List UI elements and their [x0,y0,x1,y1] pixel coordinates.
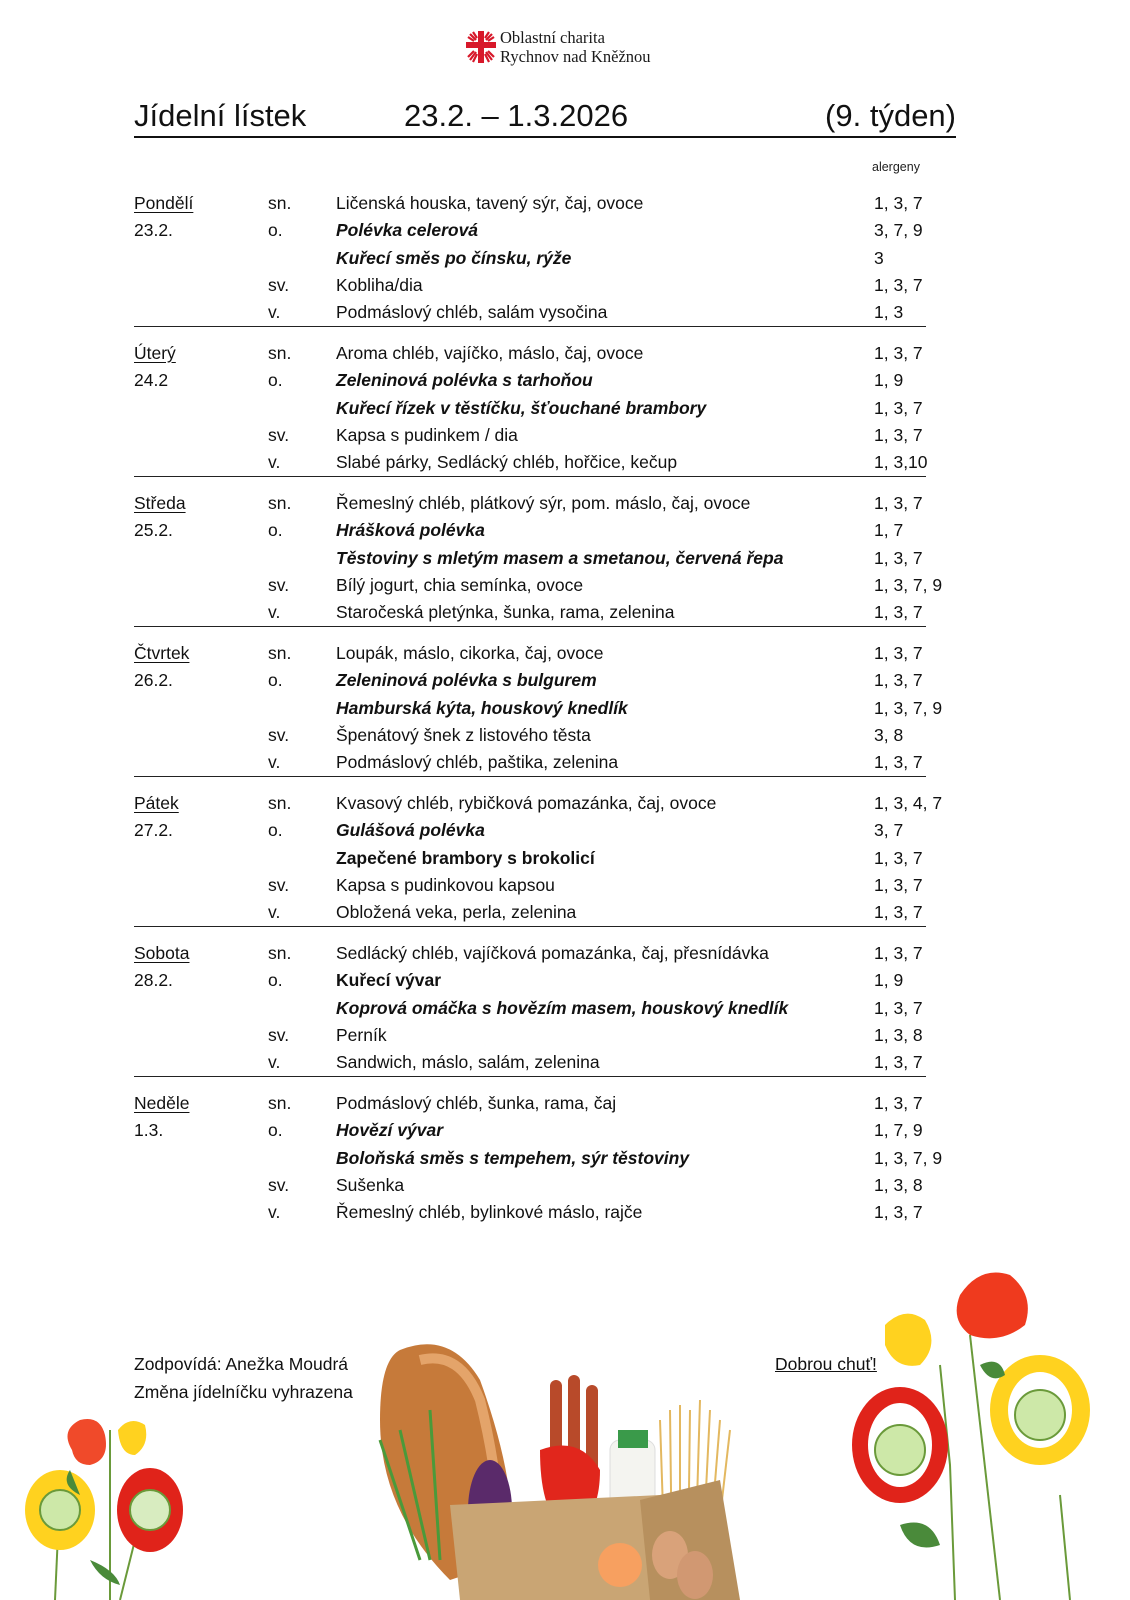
meal-type: v. [268,902,281,923]
menu-row [134,995,926,1022]
dish-name: Podmáslový chléb, salám vysočina [336,302,608,323]
org-name-line1: Oblastní charita [500,28,605,47]
meal-type: sv. [268,1174,290,1195]
responsible-person: Zodpovídá: Anežka Moudrá [134,1354,349,1374]
allergen-codes: 1, 3, 7 [874,847,923,868]
meal-type: sn. [268,1093,292,1113]
dish-name: Kapsa s pudinkem / dia [336,424,518,445]
menu-row [134,1172,926,1199]
allergen-codes: 1, 3, 7 [874,943,923,963]
menu-row [134,299,926,327]
day-date: 23.2. [134,220,173,241]
day-name: Neděle [134,1093,190,1113]
menu-row [134,667,926,694]
day-name: Úterý [134,343,176,363]
dish-name: Kuřecí směs po čínsku, rýže [336,247,572,268]
day-name: Pondělí [134,193,194,213]
allergen-codes: 1, 3 [874,302,904,323]
menu-row [134,1022,926,1049]
dish-name: Kuřecí řízek v těstíčku, šťouchané brambory [336,397,707,418]
dish-name: Sušenka [336,1174,405,1195]
allergen-codes: 1, 3, 7 [874,1202,923,1223]
menu-row [134,395,926,422]
vegetable-flowers-left-illustration [0,1370,210,1600]
dish-name: Sandwich, máslo, salám, zelenina [336,1052,600,1073]
allergen-codes: 1, 3, 7 [874,602,923,623]
meal-type: o. [268,370,283,391]
allergen-codes: 1, 3, 8 [874,1174,923,1195]
dish-name: Hamburská kýta, houskový knedlík [336,697,628,718]
day-block [134,790,943,927]
menu-row [134,1199,926,1226]
allergen-codes: 1, 3, 7 [874,424,923,445]
menu-row [134,217,926,244]
day-name: Středa [134,493,186,513]
menu-row [134,695,943,722]
menu-row [134,899,926,927]
org-logo [466,28,651,66]
meal-type: o. [268,520,283,541]
day-block [134,190,926,327]
allergen-codes: 1, 3, 7 [874,493,923,513]
dish-name: Podmáslový chléb, paštika, zelenina [336,752,619,773]
meal-type: o. [268,970,283,991]
meal-type: sn. [268,193,292,213]
allergen-codes: 1, 3,10 [874,452,928,473]
menu-row [134,1049,926,1077]
vegetable-flowers-right-illustration [850,1265,1130,1600]
day-name: Pátek [134,793,179,813]
menu-row [134,190,926,217]
dish-name: Obložená veka, perla, zelenina [336,902,577,923]
dish-name: Podmáslový chléb, šunka, rama, čaj [336,1093,617,1113]
allergen-codes: 1, 9 [874,370,904,391]
allergen-codes: 1, 3, 7 [874,997,923,1018]
allergen-codes: 1, 3, 7 [874,274,923,295]
meal-type: sv. [268,424,290,445]
dish-name: Kapsa s pudinkovou kapsou [336,874,555,895]
week-number: (9. týden) [825,98,956,133]
dish-name: Kuřecí vývar [336,970,442,991]
dish-name: Zapečené brambory s brokolicí [336,847,595,868]
dish-name: Řemeslný chléb, plátkový sýr, pom. máslo, čaj, ovoce [336,493,751,513]
dish-name: Špenátový šnek z listového těsta [336,724,591,745]
dish-name: Polévka celerová [336,220,479,241]
dish-name: Slabé párky, Sedlácký chléb, hořčice, kečup [336,452,678,473]
dish-name: Řemeslný chléb, bylinkové máslo, rajče [336,1202,643,1223]
allergen-codes: 1, 3, 7 [874,752,923,773]
menu-title: Jídelní lístek [134,98,307,133]
dish-name: Loupák, máslo, cikorka, čaj, ovoce [336,643,604,663]
meal-type: sv. [268,724,290,745]
menu-row [134,1145,943,1172]
menu-row [134,940,926,967]
menu-row [134,572,943,599]
day-block [134,340,926,477]
date-range: 23.2. – 1.3.2026 [404,98,629,133]
dish-name: Bílý jogurt, chia semínka, ovoce [336,574,584,595]
meal-type: v. [268,302,281,323]
menu-row [134,967,926,994]
meal-type: sv. [268,874,290,895]
menu-row [134,490,926,517]
allergen-codes: 1, 7, 9 [874,1120,923,1141]
dish-name: Gulášová polévka [336,820,485,841]
menu-row [134,517,926,544]
meal-type: sv. [268,274,290,295]
day-name: Sobota [134,943,190,963]
dish-name: Staročeská pletýnka, šunka, rama, zelenina [336,602,675,623]
meal-type: sv. [268,574,290,595]
meal-type: sn. [268,793,292,813]
menu-row [134,817,926,844]
meal-type: v. [268,752,281,773]
allergen-codes: 1, 3, 7 [874,643,923,663]
meal-type: v. [268,452,281,473]
caritas-cross-icon [466,30,496,64]
dish-name: Kvasový chléb, rybičková pomazánka, čaj, ovoce [336,793,717,813]
dish-name: Kobliha/dia [336,274,423,295]
meal-type: o. [268,670,283,691]
dish-name: Sedlácký chléb, vajíčková pomazánka, čaj, přesnídávka [336,943,769,963]
day-date: 1.3. [134,1120,164,1141]
menu-row [134,367,926,394]
meal-type: o. [268,820,283,841]
dish-name: Těstoviny s mletým masem a smetanou, červená řepa [336,547,784,568]
menu-row [134,722,926,749]
allergen-codes: 1, 3, 7 [874,397,923,418]
dish-name: Perník [336,1024,387,1045]
dish-name: Aroma chléb, vajíčko, máslo, čaj, ovoce [336,343,644,363]
allergen-codes: 1, 3, 7 [874,670,923,691]
dish-name: Zeleninová polévka s bulgurem [336,670,597,691]
day-block [134,1090,943,1226]
allergen-codes: 1, 3, 7 [874,1052,923,1073]
meal-type: sn. [268,943,292,963]
grocery-bag-illustration [300,1340,800,1600]
allergen-codes: 1, 3, 7, 9 [874,574,943,595]
menu-row [134,340,926,367]
allergen-codes: 3, 8 [874,724,904,745]
org-name-line2: Rychnov nad Kněžnou [500,47,651,66]
allergen-codes: 1, 3, 7 [874,343,923,363]
menu-row [134,272,926,299]
page-title [134,96,956,138]
meal-type: sv. [268,1024,290,1045]
dish-name: Ličenská houska, tavený sýr, čaj, ovoce [336,193,644,213]
menu-row [134,245,926,272]
greeting: Dobrou chuť! [775,1354,877,1374]
allergen-codes: 1, 7 [874,520,904,541]
allergen-codes: 1, 3, 8 [874,1024,923,1045]
meal-type: v. [268,1052,281,1073]
menu-row [134,599,926,627]
menu-row [134,449,926,477]
menu-row [134,872,926,899]
menu-row [134,1117,926,1144]
day-block [134,940,926,1077]
meal-type: sn. [268,493,292,513]
allergens-column-header: alergeny [872,160,920,174]
menu-row [134,749,926,777]
meal-type: v. [268,1202,281,1223]
day-date: 25.2. [134,520,173,541]
allergen-codes: 1, 3, 7 [874,547,923,568]
meal-type: v. [268,602,281,623]
dish-name: Hovězí vývar [336,1120,444,1141]
menu-row [134,545,926,572]
day-block [134,640,943,777]
day-date: 28.2. [134,970,173,991]
menu-row [134,790,943,817]
allergen-codes: 1, 3, 7 [874,902,923,923]
allergen-codes: 1, 3, 7, 9 [874,1147,943,1168]
allergen-codes: 3, 7 [874,820,904,841]
menu-row [134,845,926,872]
allergen-codes: 1, 3, 7, 9 [874,697,943,718]
menu-row [134,422,926,449]
day-name: Čtvrtek [134,643,190,663]
allergen-codes: 3, 7, 9 [874,220,923,241]
day-block [134,490,943,627]
dish-name: Hrášková polévka [336,520,485,541]
allergen-codes: 1, 3, 7 [874,874,923,895]
dish-name: Koprová omáčka s hovězím masem, houskový knedlík [336,997,789,1018]
allergen-codes: 1, 9 [874,970,904,991]
dish-name: Boloňská směs s tempehem, sýr těstoviny [336,1147,690,1168]
day-date: 24.2 [134,370,169,391]
allergen-codes: 3 [874,247,884,268]
dish-name: Zeleninová polévka s tarhoňou [336,370,593,391]
allergen-codes: 1, 3, 7 [874,193,923,213]
menu-row [134,1090,926,1117]
allergen-codes: 1, 3, 7 [874,1093,923,1113]
meal-type: sn. [268,343,292,363]
day-date: 27.2. [134,820,173,841]
day-date: 26.2. [134,670,173,691]
allergen-codes: 1, 3, 4, 7 [874,793,943,813]
menu-row [134,640,926,667]
meal-type: o. [268,220,283,241]
meal-type: sn. [268,643,292,663]
meal-type: o. [268,1120,283,1141]
change-disclaimer: Změna jídelníčku vyhrazena [134,1382,353,1402]
